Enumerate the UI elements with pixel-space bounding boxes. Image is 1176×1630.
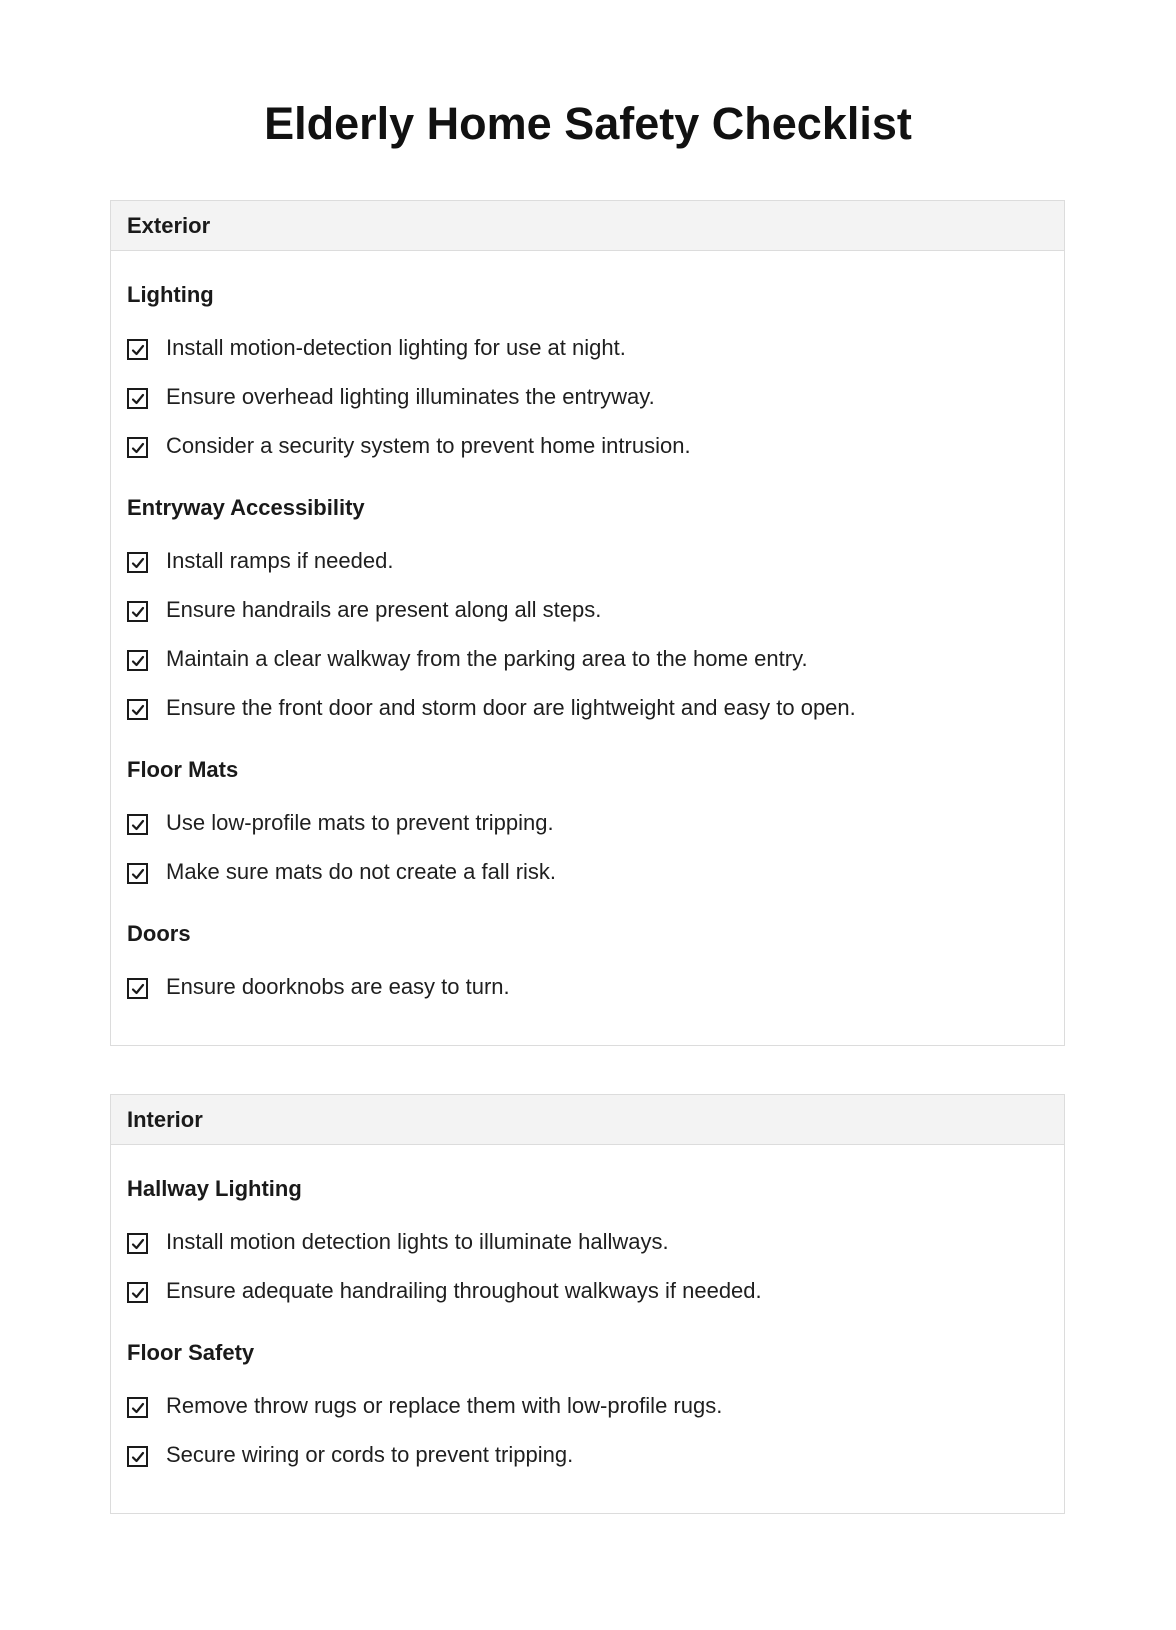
section-header: Exterior (111, 201, 1064, 251)
checklist-item-text: Ensure overhead lighting illuminates the entryway. (166, 383, 655, 409)
checklist-item (127, 323, 1048, 372)
checklist-item-text: Install motion-detection lighting for use at night. (166, 334, 626, 360)
checklist-item-text: Ensure the front door and storm door are lightweight and easy to open. (166, 694, 856, 720)
group-title: Lighting (127, 282, 214, 307)
checklist-item (127, 1381, 1048, 1430)
group-title: Floor Mats (127, 757, 239, 782)
checklist-group (127, 494, 1048, 732)
checklist-item (127, 683, 1048, 732)
checked-checkbox-icon[interactable] (127, 601, 148, 622)
checklist-item-text: Install motion detection lights to illuminate hallways. (166, 1228, 669, 1254)
checklist-item (127, 585, 1048, 634)
checklist-item-text: Ensure doorknobs are easy to turn. (166, 973, 510, 999)
checklist-item (127, 798, 1048, 847)
checklist-item (127, 847, 1048, 896)
checklist-group (127, 756, 1048, 896)
group-title: Hallway Lighting (127, 1176, 302, 1201)
checked-checkbox-icon[interactable] (127, 814, 148, 835)
checklist-item (127, 372, 1048, 421)
checked-checkbox-icon[interactable] (127, 1282, 148, 1303)
checklist-item-text: Consider a security system to prevent home intrusion. (166, 432, 691, 458)
checklist-group (127, 920, 1048, 1011)
checked-checkbox-icon[interactable] (127, 1233, 148, 1254)
group-title: Doors (127, 921, 191, 946)
section-body (111, 251, 1064, 1045)
checklist-item (127, 1430, 1048, 1479)
checklist-item-text: Use low-profile mats to prevent tripping. (166, 809, 554, 835)
checked-checkbox-icon[interactable] (127, 388, 148, 409)
checklist-item (127, 634, 1048, 683)
checked-checkbox-icon[interactable] (127, 552, 148, 573)
section-header: Interior (111, 1095, 1064, 1145)
checklist-item-text: Make sure mats do not create a fall risk. (166, 858, 557, 884)
checklist-item-text: Install ramps if needed. (166, 547, 394, 573)
group-title: Floor Safety (127, 1340, 255, 1365)
checklist-item (127, 962, 1048, 1011)
checked-checkbox-icon[interactable] (127, 1446, 148, 1467)
checklist-group (127, 1339, 1048, 1479)
checklist-item-text: Maintain a clear walkway from the parking area to the home entry. (166, 645, 808, 671)
checked-checkbox-icon[interactable] (127, 1397, 148, 1418)
checklist-group (127, 281, 1048, 470)
section-interior (110, 1094, 1065, 1514)
checked-checkbox-icon[interactable] (127, 699, 148, 720)
checked-checkbox-icon[interactable] (127, 437, 148, 458)
checklist-item-text: Remove throw rugs or replace them with low-profile rugs. (166, 1392, 723, 1418)
checked-checkbox-icon[interactable] (127, 863, 148, 884)
checklist-item (127, 1217, 1048, 1266)
checklist-item-text: Secure wiring or cords to prevent tripping. (166, 1441, 574, 1467)
checklist-item (127, 421, 1048, 470)
checked-checkbox-icon[interactable] (127, 650, 148, 671)
checklist-item-text: Ensure adequate handrailing throughout walkways if needed. (166, 1277, 762, 1303)
page-title: Elderly Home Safety Checklist (264, 98, 912, 149)
checked-checkbox-icon[interactable] (127, 978, 148, 999)
section-exterior (110, 200, 1065, 1046)
checklist-item (127, 536, 1048, 585)
section-body (111, 1145, 1064, 1513)
checklist-item (127, 1266, 1048, 1315)
checklist-group (127, 1175, 1048, 1315)
group-title: Entryway Accessibility (127, 495, 365, 520)
checklist-item-text: Ensure handrails are present along all steps. (166, 596, 602, 622)
checked-checkbox-icon[interactable] (127, 339, 148, 360)
